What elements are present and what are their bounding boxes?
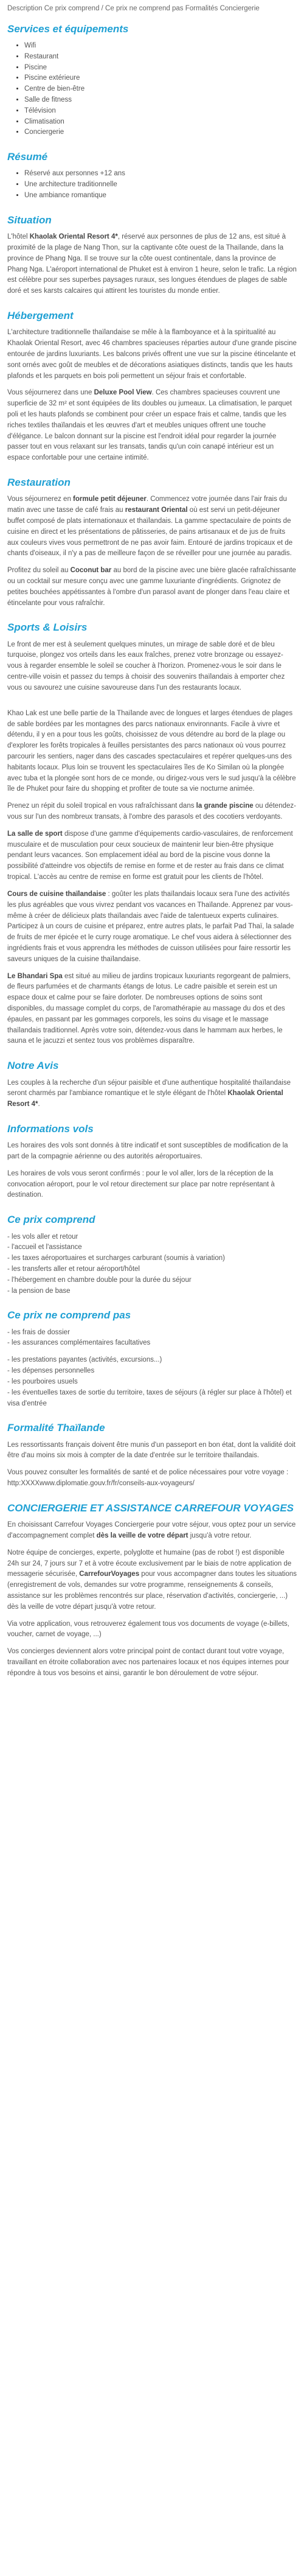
sports-paragraph: Prenez un répit du soleil tropical en vous rafraîchissant dans la grande piscine ou détendez-vous sur l'un des nombreux transats, à l'ombre des parasols et des cocotiers verdoyants. <box>7 802 296 821</box>
list-item: - les éventuelles taxes de sortie du territoire, taxes de séjours (à régler sur place à l'hôtel) et visa d'entrée <box>7 1388 292 1407</box>
list-item: - les frais de dossier <box>7 1328 70 1336</box>
conciergerie-paragraph: En choisissant Carrefour Voyages Conciergerie pour votre séjour, vous optez pour un service d'accompagnement complet dès la veille de votre départ jusqu'à votre retour. <box>7 1521 296 1539</box>
list-item: - les prestations payantes (activités, excursions...) <box>7 1356 162 1364</box>
conciergerie-paragraph: Via votre application, vous retrouverez également tous vos documents de voyage (e-billets, voucher, carnet de voyage, ...) <box>7 1620 289 1639</box>
list-item: • Une architecture traditionnelle <box>24 180 297 191</box>
conciergerie-section <box>7 1502 297 1679</box>
resume-list <box>7 169 297 201</box>
list-item: - les assurances complémentaires facultatives <box>7 1339 151 1347</box>
sports-paragraph: Cours de cuisine thaïlandaise : goûter les plats thaïlandais locaux sera l'une des activités les plus agréables que vous vivrez pendant vos vacances en Thaïlande. Apprenez par vous-même à créer de délicieux plats thaïlandais avec l'aide de talentueux experts culinaires. Participez à un cours de cuisine et préparez, entre autres plats, le parfait Pad Thaï, la salade de fruits de mer épicée et le curry rouge aromatique. Le chef vous aidera à sélectionner des ingrédients frais et vous apprendra les méthodes de cuisson utilisées pour faire ressortir les saveurs uniques de la cuisine thaïlandaise. <box>7 890 294 963</box>
formalite-paragraph: Les ressortissants français doivent être munis d'un passeport en bon état, dont la validité doit être d'au moins six mois à compter de la date d'entrée sur le territoire thaïlandais. <box>7 1441 295 1460</box>
notre-avis-title: Notre Avis <box>7 1060 59 1072</box>
sports-section <box>7 621 297 1047</box>
list-item: • Wifi <box>24 41 297 52</box>
list-item: • Une ambiance romantique <box>24 191 297 201</box>
list-item: • Piscine <box>24 63 297 74</box>
list-item: • Piscine extérieure <box>24 73 297 84</box>
prix-comprend-list <box>7 1232 297 1297</box>
list-item: - les transferts aller et retour aéroport/hôtel <box>7 1265 140 1273</box>
notre-avis-section <box>7 1059 297 1110</box>
list-item: • Centre de bien-être <box>24 84 297 95</box>
resume-title: Résumé <box>7 151 48 163</box>
restauration-paragraph: Profitez du soleil au Coconut bar au bord de la piscine avec une bière glacée rafraîchissante ou un cocktail sur mesure conçu avec une gamme luxuriante d'ingrédients. Grignotez de petites bouchées appétissantes à l'ombre d'un parasol avant de plonger dans l'eau claire et étincelante pour vous rafraîchir. <box>7 567 296 607</box>
infos-vols-title: Informations vols <box>7 1122 94 1135</box>
situation-section <box>7 214 297 297</box>
prix-ne-comprend-title: Ce prix ne comprend pas <box>7 1309 131 1321</box>
list-item: - les vols aller et retour <box>7 1233 78 1241</box>
list-item: - les dépenses personnelles <box>7 1367 95 1375</box>
list-item: • Télévision <box>24 106 297 117</box>
spacer <box>7 700 297 709</box>
list-item: • Restaurant <box>24 52 297 63</box>
prix-ne-comprend-list <box>7 1355 297 1409</box>
infos-vols-paragraph: Les horaires de vols vous seront confirmés : pour le vol aller, lors de la réception de la convocation aéroport, pour le vol retour directement sur place par notre représentant à destination. <box>7 1169 275 1199</box>
restauration-paragraph: Vous séjournerez en formule petit déjeuner. Commencez votre journée dans l'air frais du matin avec une tasse de café frais au restaurant Oriental où est servi un petit-déjeuner buffet composé de plats internationaux et thaïlandais. La gamme spectaculaire de points de cuisine en direct et les présentations de pâtisseries, de pains artisanaux et de jus de fruits aux couleurs vives vous permettront de ne pas avoir faim. Entouré de jardins tropicaux et de chants d'oiseaux, il n'y a pas de meilleure façon de se réveiller pour une journée au paradis. <box>7 495 293 558</box>
list-item: - les taxes aéroportuaires et surcharges carburant (soumis à variation) <box>7 1255 225 1262</box>
list-item: - les pourboires usuels <box>7 1377 78 1385</box>
restauration-title: Restauration <box>7 477 71 489</box>
list-item: - l'hébergement en chambre double pour la durée du séjour <box>7 1276 192 1284</box>
resume-section <box>7 150 297 201</box>
infos-vols-section <box>7 1122 297 1201</box>
situation-title: Situation <box>7 214 52 226</box>
services-section <box>7 23 297 139</box>
sports-paragraph: Le front de mer est à seulement quelques minutes, un mirage de sable doré et de bleu turquoise, plongez vos orteils dans les eaux fraîches, prenez votre bronzage ou essayez-vous à regarder ensemble le soleil se coucher à l'horizon. Promenez-vous le soir dans le centre-ville voisin et passez du temps à choisir des souvenirs thaïlandais à emporter chez vous ou savourez une cuisine savoureuse dans l'un des restaurants locaux. <box>7 640 285 691</box>
prix-ne-comprend-section <box>7 1309 297 1409</box>
restauration-section <box>7 476 297 609</box>
hebergement-paragraph: L'architecture traditionnelle thaïlandaise se mêle à la flamboyance et à la spiritualité au Khaolak Oriental Resort, avec 46 chambres spacieuses réparties autour d'une grande piscine entourée de jardins luxuriants. Les balcons privés offrent une vue sur la piscine étincelante et sont ornés avec goût de meubles et de décorations asiatiques distincts, tandis que les hauts plafonds et les parquets en bois poli permettent un séjour frais et confortable. <box>7 329 297 380</box>
list-item: • Climatisation <box>24 117 297 128</box>
infos-vols-paragraph: Les horaires des vols sont donnés à titre indicatif et sont susceptibles de modification de la part de la compagnie aérienne ou des autorités aéroportuaires. <box>7 1142 288 1161</box>
prix-ne-comprend-list <box>7 1328 297 1349</box>
sports-paragraph: Khao Lak est une belle partie de la Thaïlande avec de longues et larges étendues de plages de sable bordées par les montagnes des parcs nationaux environnants. Facile à vivre et détendu, il y en a pour tous les goûts, choisissez de vous détendre au bord de la plage ou d'explorer les forêts tropicales à feuilles persistantes des parcs nationaux où vous pourrez parcourir les sentiers, nager dans des cascades spectaculaires et repérer quelques-uns des habitants locaux. Plus loin se trouvent les spectaculaires îles de Ko Similan où la plongée avec tuba et la plongée sont hors de ce monde, ou dirigez-vous vers le sud jusqu'à la célèbre île de Phuket pour faire du shopping et profiter de toute sa vie nocturne animée. <box>7 709 296 793</box>
prix-comprend-title: Ce prix comprend <box>7 1214 95 1226</box>
sports-title: Sports & Loisirs <box>7 621 88 634</box>
hebergement-paragraph: Vous séjournerez dans une Deluxe Pool View. Ces chambres spacieuses couvrent une superficie de 32 m² et sont équipées de lits doubles ou jumeaux. La climatisation, le parquet poli et les hauts plafonds se combinent pour créer un espace frais et calme, tandis que les riches textiles thaïlandais et les œuvres d'art et meubles uniques offrent une touche d'élégance. Le balcon donnant sur la piscine est l'endroit idéal pour regarder la journée passer tout en vous relaxant sur les transats, tandis qu'un coin canapé intérieur est un espace confortable pour une certaine intimité. <box>7 389 292 462</box>
list-item: - l'accueil et l'assistance <box>7 1244 82 1251</box>
list-item: • Réservé aux personnes +12 ans <box>24 169 297 180</box>
notre-avis-paragraph: Les couples à la recherche d'un séjour paisible et d'une authentique hospitalité thaïlandaise seront charmés par l'ambiance romantique et le style élégant de l'hôtel Khaolak Oriental Resort 4*. <box>7 1079 291 1108</box>
conciergerie-paragraph: Vos concierges deviennent alors votre principal point de contact durant tout votre voyage, travaillant en étroite collaboration avec nos partenaires locaux et nos équipes internes pour répondre à tous vos besoins et ainsi, garantir le bon déroulement de votre séjour. <box>7 1648 289 1677</box>
list-item: • Salle de fitness <box>24 95 297 106</box>
services-list <box>7 41 297 138</box>
conciergerie-paragraph: Notre équipe de concierges, experte, polyglotte et humaine (pas de robot !) est disponible 24h sur 24, 7 jours sur 7 et à votre écoute exclusivement par le biais de notre application de messagerie sécurisée, CarrefourVoyages pour vous accompagner dans toutes les situations (enregistrement de vols, demandes sur votre programme, renseignements & conseils, assistance sur les problèmes rencontrés sur place, réservation d'activités, conciergerie, ...) dès la veille de votre départ jusqu'à votre retour. <box>7 1549 297 1611</box>
formalite-paragraph: Vous pouvez consulter les formalités de santé et de police nécessaires pour votre voyage : http:XXXXwww.diplomatie.gouv.fr/fr/conseils-aux-voyageurs/ <box>7 1469 289 1488</box>
breadcrumb: Description Ce prix comprend / Ce prix ne comprend pas Formalités Conciergerie <box>7 5 260 12</box>
hebergement-title: Hébergement <box>7 310 74 322</box>
sports-paragraph: Le Bhandari Spa est situé au milieu de jardins tropicaux luxuriants regorgeant de palmiers, de fleurs parfumées et de charmants étangs de lotus. Le cadre paisible et serein est un espace doux et calme pour se faire dorloter. De nombreuses options de soins sont disponibles, du massage complet du corps, de l'aromathérapie au massage du dos et des épaules, en passant par les gommages corporels, les soins du visage et le massage thaïlandais traditionnel. Après votre soin, détendez-vous dans le hammam aux herbes, le sauna et le jacuzzi et sentez tous vos problèmes disparaître. <box>7 972 291 1045</box>
list-item: - la pension de base <box>7 1287 71 1295</box>
formalite-title: Formalité Thaïlande <box>7 1422 105 1434</box>
list-item: • Conciergerie <box>24 127 297 138</box>
situation-paragraph: L'hôtel Khaolak Oriental Resort 4*, réservé aux personnes de plus de 12 ans, est situé à proximité de la plage de Nang Thon, sur la captivante côte ouest de la Thaïlande, dans la province de Phang Nga. Il se trouve sur la côte ouest continentale, dans la province de Phang Nga. L'aéroport international de Phuket est à environ 1 heure, selon le trafic. La région est célèbre pour ses superbes paysages ruraux, ses longues étendues de plages de sable doré et ses karsts calcaires qui attirent les touristes du monde entier. <box>7 233 297 295</box>
formalite-section <box>7 1421 297 1489</box>
prix-comprend-section <box>7 1213 297 1297</box>
sports-paragraph: La salle de sport dispose d'une gamme d'équipements cardio-vasculaires, de renforcement musculaire et de musculation pour ceux soucieux de maintenir leur bien-être physique pendant leurs vacances. Son emplacement idéal au bord de la piscine vous donne la possibilité d'atteindre vos objectifs de remise en forme et de rester au frais dans ce climat tropical. L'accès au centre de remise en forme est gratuit pour les clients de l'hôtel. <box>7 830 293 881</box>
hebergement-section <box>7 309 297 464</box>
conciergerie-title: CONCIERGERIE ET ASSISTANCE CARREFOUR VOYAGES <box>7 1502 294 1514</box>
services-title: Services et équipements <box>7 23 129 35</box>
